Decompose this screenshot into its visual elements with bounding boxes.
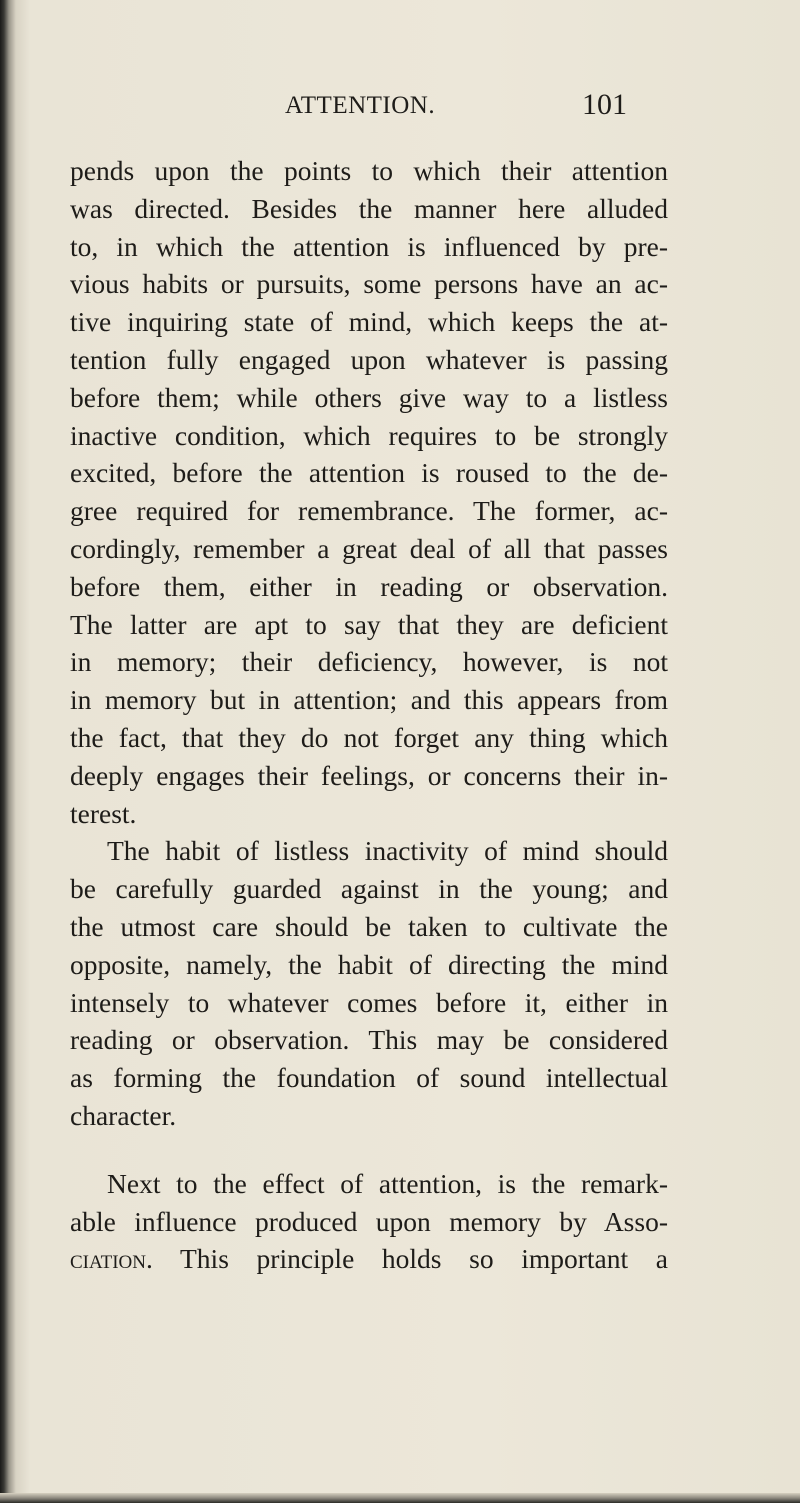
smallcaps-term: ciation. — [70, 1243, 153, 1275]
paragraph-1 — [70, 152, 668, 832]
text-line: reading or observation. This may be considered — [70, 1024, 668, 1056]
text-line: before them; while others give way to a listless — [70, 381, 668, 413]
text-line: The latter are apt to say that they are deficient — [70, 608, 668, 640]
text-line: The habit of listless inactivity of mind should — [107, 835, 668, 867]
text-line: to, in which the attention is influenced by pre- — [70, 230, 668, 262]
text-line: intensely to whatever comes before it, either in — [70, 986, 668, 1018]
text-line: before them, either in reading or observation. — [70, 570, 668, 602]
text-line: vious habits or pursuits, some persons have an ac- — [70, 268, 668, 300]
text-line: terest. — [70, 797, 137, 829]
text-line: deeply engages their feelings, or concerns their in- — [70, 759, 668, 791]
text-line: in memory; their deficiency, however, is not — [70, 646, 668, 678]
text-line: able influence produced upon memory by Asso- — [70, 1205, 668, 1237]
running-head — [0, 88, 800, 128]
text-line: character. — [70, 1099, 177, 1131]
text-line — [70, 1240, 668, 1278]
text-line: as forming the foundation of sound intellectual — [70, 1062, 668, 1094]
text-line: excited, before the attention is roused to the de- — [70, 457, 668, 489]
running-head-title: ATTENTION. — [285, 92, 436, 119]
text-line: inactive condition, which requires to be strongly — [70, 419, 668, 451]
text-line: gree required for remembrance. The former, ac- — [70, 495, 668, 527]
text-line: was directed. Besides the manner here alluded — [70, 192, 668, 224]
text-line: in memory but in attention; and this appears from — [70, 684, 668, 716]
text-line-remainder: This principle holds so important a — [152, 1243, 668, 1275]
paragraph-gap — [70, 1135, 668, 1165]
text-line: tive inquiring state of mind, which keeps the at- — [70, 306, 668, 338]
text-line: pends upon the points to which their attention — [70, 155, 668, 186]
paragraph-2 — [70, 832, 668, 1134]
text-line: Next to the effect of attention, is the remark- — [107, 1167, 668, 1199]
body-text — [70, 152, 668, 1278]
text-line: cordingly, remember a great deal of all that passes — [70, 532, 668, 564]
paragraph-3 — [70, 1165, 668, 1278]
text-line: the utmost care should be taken to cultivate the — [70, 910, 668, 942]
text-line: the fact, that they do not forget any thing which — [70, 721, 668, 753]
page-bottom-edge — [0, 1493, 800, 1503]
text-line: tention fully engaged upon whatever is passing — [70, 343, 668, 375]
text-line: opposite, namely, the habit of directing the mind — [70, 948, 668, 980]
page-number: 101 — [582, 88, 627, 121]
text-line: be carefully guarded against in the young; and — [70, 873, 668, 905]
